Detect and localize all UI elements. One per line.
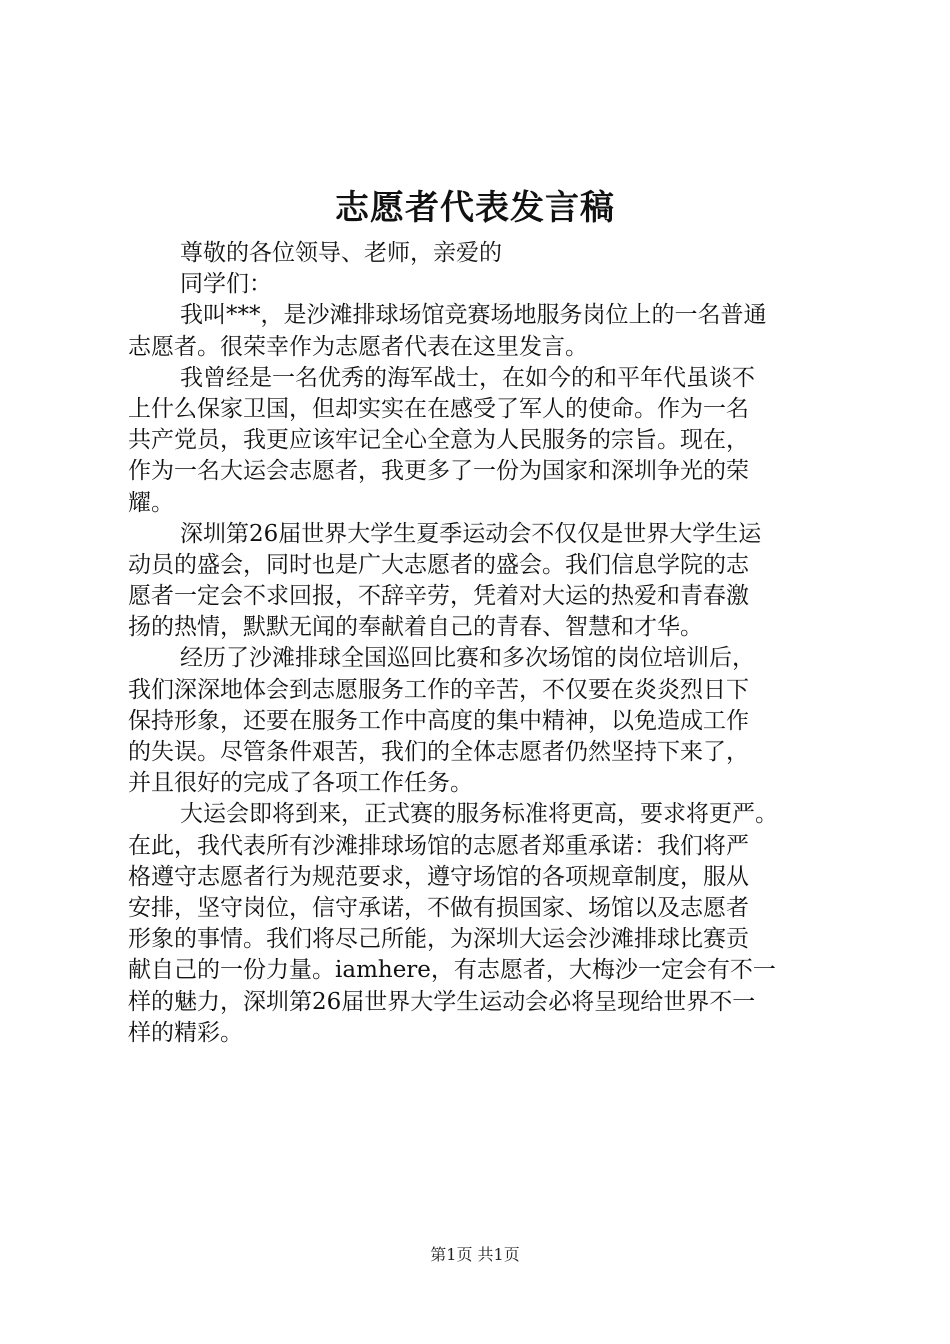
paragraph-line: 愿者一定会不求回报，不辞辛劳，凭着对大运的热爱和青春激 (128, 583, 749, 610)
paragraph-line: 保持形象，还要在服务工作中高度的集中精神，以免造成工作 (128, 707, 749, 734)
paragraph-line: 格遵守志愿者行为规范要求，遵守场馆的各项规章制度，服从 (128, 863, 749, 890)
paragraph-line: 作为一名大运会志愿者，我更多了一份为国家和深圳争光的荣 (128, 458, 749, 485)
paragraph-line: 志愿者。很荣幸作为志愿者代表在这里发言。 (128, 333, 588, 360)
paragraph-line: 我们深深地体会到志愿服务工作的辛苦，不仅要在炎炎烈日下 (128, 676, 749, 703)
paragraph-line: 的失误。尽管条件艰苦，我们的全体志愿者仍然坚持下来了， (128, 739, 749, 765)
paragraph-line: 我曾经是一名优秀的海军战士，在如今的和平年代虽谈不 (180, 364, 755, 391)
paragraph-line: 形象的事情。我们将尽己所能，为深圳大运会沙滩排球比赛贡 (128, 926, 749, 953)
paragraph-line: 样的精彩。 (128, 1019, 243, 1046)
paragraph-line: 献自己的一份力量。iamhere，有志愿者，大梅沙一定会有不一 (128, 957, 776, 984)
paragraph-line: 并且很好的完成了各项工作任务。 (128, 770, 473, 797)
paragraph-line: 在此，我代表所有沙滩排球场馆的志愿者郑重承诺：我们将严 (128, 832, 749, 859)
paragraph-line: 深圳第26届世界大学生夏季运动会不仅仅是世界大学生运 (180, 520, 762, 547)
speech-body (128, 238, 828, 1049)
paragraph-line: 大运会即将到来，正式赛的服务标准将更高，要求将更严。 (180, 801, 778, 828)
paragraph-line: 共产党员，我更应该牢记全心全意为人民服务的宗旨。现在， (128, 427, 749, 454)
paragraph-line: 安排，坚守岗位，信守承诺，不做有损国家、场馆以及志愿者 (128, 894, 749, 921)
salutation-line: 同学们： (180, 271, 272, 298)
paragraph-line: 我叫***，是沙滩排球场馆竞赛场地服务岗位上的一名普通 (180, 302, 767, 329)
salutation-line: 尊敬的各位领导、老师，亲爱的 (180, 240, 502, 266)
paragraph-line: 扬的热情，默默无闻的奉献着自己的青春、智慧和才华。 (128, 614, 703, 641)
paragraph-line: 动员的盛会，同时也是广大志愿者的盛会。我们信息学院的志 (128, 551, 749, 578)
paragraph-line: 样的魅力，深圳第26届世界大学生运动会必将呈现给世界不一 (128, 988, 756, 1015)
paragraph-line: 经历了沙滩排球全国巡回比赛和多次场馆的岗位培训后， (180, 645, 755, 672)
page-footer: 第1页 共1页 (430, 1245, 520, 1264)
paragraph-line: 上什么保家卫国，但却实实在在感受了军人的使命。作为一名 (128, 395, 749, 422)
document-title: 志愿者代表发言稿 (335, 188, 615, 228)
paragraph-line: 耀。 (128, 489, 174, 516)
